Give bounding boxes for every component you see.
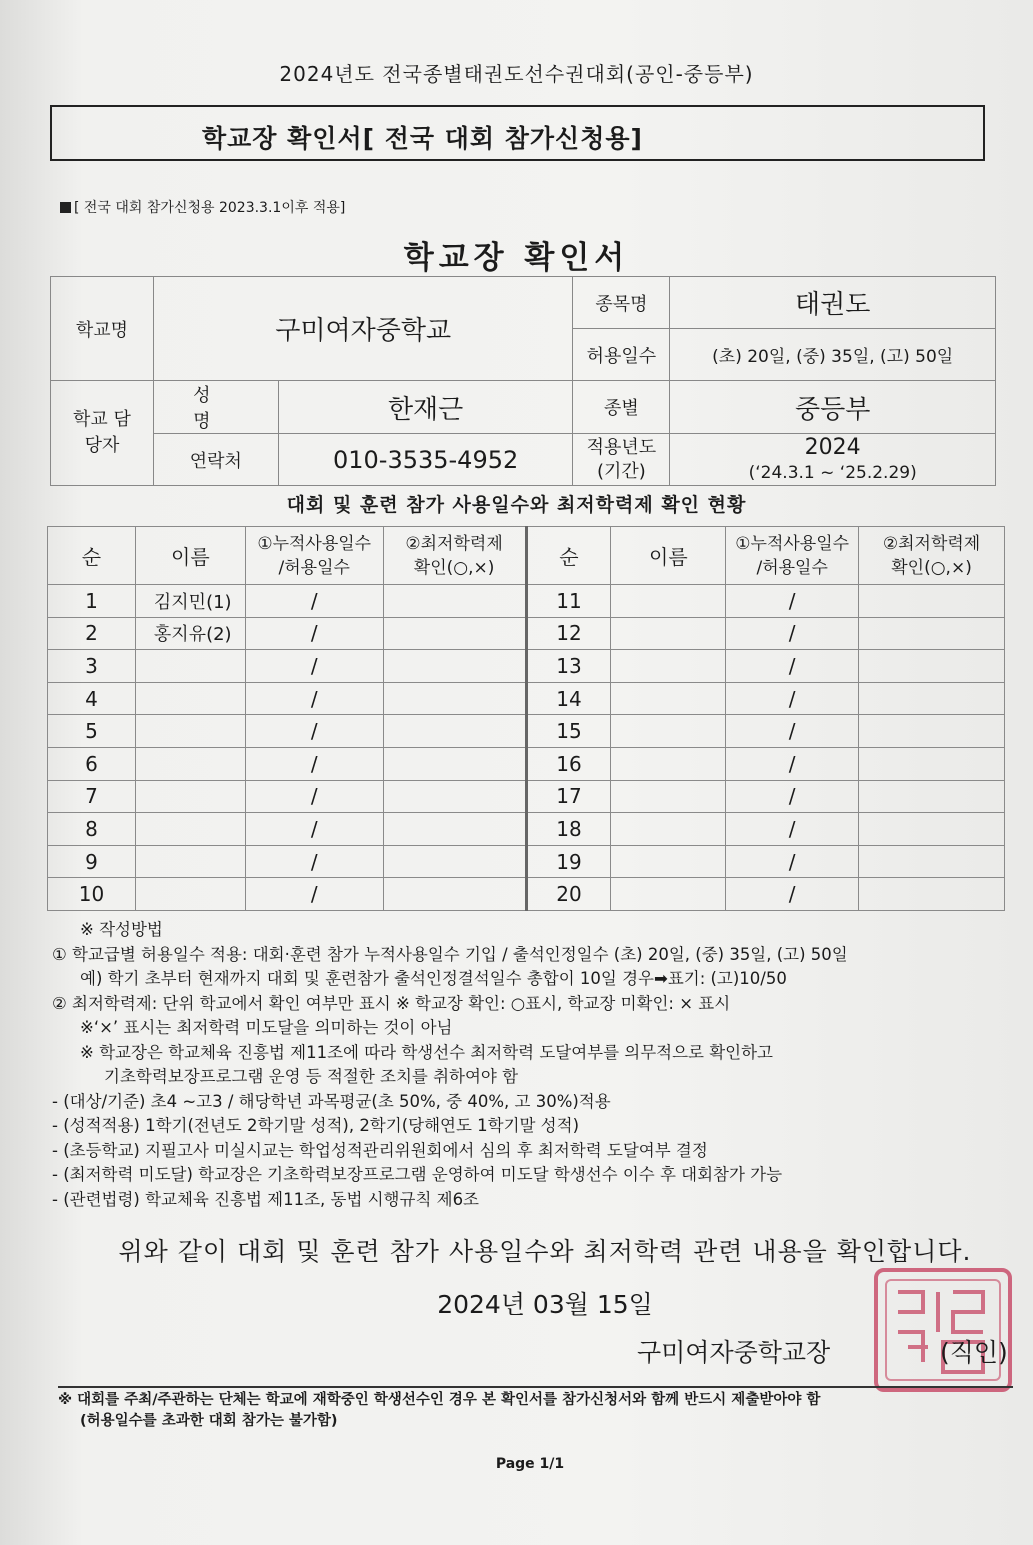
row-name [611, 813, 726, 846]
instruction-line: - (성적적용) 1학기(전년도 2학기말 성적), 2학기(당해연도 1학기말 성적) [52, 1116, 580, 1135]
row-min [383, 780, 526, 813]
row-name [135, 878, 245, 911]
footnote-line: (허용일수를 초과한 대회 참가는 불가함) [80, 1413, 338, 1429]
row-days: / [726, 682, 859, 715]
row-name [611, 715, 726, 748]
header-name-right: 이름 [611, 527, 726, 585]
row-min [859, 650, 1005, 683]
row-no: 1 [48, 585, 136, 618]
row-days: / [726, 617, 859, 650]
row-days: / [245, 813, 383, 846]
principal-name: 구미여자중학교장 [637, 1338, 831, 1367]
footnote [58, 1390, 1023, 1432]
instructions [52, 918, 1012, 1212]
applicability-note [60, 197, 345, 217]
event-header: 2024년도 전국종별태권도선수권대회(공인-중등부) [279, 62, 754, 86]
row-min [859, 845, 1005, 878]
row-min [383, 585, 526, 618]
row-name [611, 650, 726, 683]
instruction-line: ① 학교급별 허용일수 적용: 대회·훈련 참가 누적사용일수 기입 / 출석인정일수 (초) 20일, (중) 35일, (고) 50일 [52, 944, 848, 964]
header-no-right: 순 [526, 527, 611, 585]
row-min [859, 813, 1005, 846]
row-min [859, 878, 1005, 911]
row-no: 7 [48, 780, 136, 813]
header-min-right: ②최저학력제 확인(○,×) [859, 527, 1005, 585]
row-no: 20 [526, 878, 611, 911]
row-no: 8 [48, 813, 136, 846]
header-name-left: 이름 [135, 527, 245, 585]
contact-value: 010-3535-4952 [278, 434, 573, 486]
instructions-heading: ※ 작성방법 [80, 920, 163, 939]
row-days: / [726, 715, 859, 748]
row-no: 3 [48, 650, 136, 683]
row-name [611, 585, 726, 618]
row-days: / [245, 585, 383, 618]
row-days: / [726, 813, 859, 846]
official-seal-label: (직인) [940, 1338, 1008, 1367]
row-days: / [245, 682, 383, 715]
table-row [48, 682, 1005, 715]
school-name: 구미여자중학교 [153, 277, 573, 381]
division-label: 종별 [573, 381, 670, 434]
manager-name: 한재근 [278, 381, 573, 434]
contact-label: 연락처 [153, 434, 278, 486]
year-label: 적용년도 (기간) [573, 434, 670, 486]
table-row [48, 813, 1005, 846]
row-no: 14 [526, 682, 611, 715]
row-no: 6 [48, 747, 136, 780]
row-name [135, 813, 245, 846]
row-days: / [726, 780, 859, 813]
row-no: 2 [48, 617, 136, 650]
row-name [611, 878, 726, 911]
row-min [383, 747, 526, 780]
name-label: 성 명 [153, 381, 278, 434]
school-label: 학교명 [51, 277, 154, 381]
row-name [135, 650, 245, 683]
row-min [859, 780, 1005, 813]
header-no-left: 순 [48, 527, 136, 585]
row-no: 11 [526, 585, 611, 618]
table-row [48, 617, 1005, 650]
instruction-line: 기초학력보장프로그램 운영 등 적절한 조치를 취하여야 함 [104, 1067, 519, 1086]
sport-value: 태권도 [670, 277, 996, 329]
row-days: / [245, 715, 383, 748]
row-no: 13 [526, 650, 611, 683]
row-days: / [726, 845, 859, 878]
square-bullet-icon [60, 202, 71, 213]
roster-table [47, 526, 1005, 911]
row-no: 5 [48, 715, 136, 748]
row-name [135, 747, 245, 780]
row-min [383, 617, 526, 650]
title-box [50, 105, 985, 161]
row-days: / [726, 585, 859, 618]
row-min [383, 715, 526, 748]
row-min [383, 878, 526, 911]
row-no: 9 [48, 845, 136, 878]
instruction-line: ※‘×’ 표시는 최저학력 미도달을 의미하는 것이 아님 [80, 1018, 453, 1037]
manager-label: 학교 담당자 [51, 381, 154, 486]
row-days: / [245, 617, 383, 650]
document-title: 학교장 확인서 [403, 240, 630, 276]
allowed-days-label: 허용일수 [573, 329, 670, 381]
row-no: 19 [526, 845, 611, 878]
row-no: 12 [526, 617, 611, 650]
instruction-line: ② 최저학력제: 단위 학교에서 확인 여부만 표시 ※ 학교장 확인: ○표시, 학교장 미확인: × 표시 [52, 993, 731, 1013]
issue-date: 2024년 03월 15일 [437, 1290, 653, 1319]
page-number: Page 1/1 [495, 1456, 565, 1472]
row-min [383, 845, 526, 878]
row-no: 15 [526, 715, 611, 748]
row-name: 홍지유(2) [135, 617, 245, 650]
row-name [611, 780, 726, 813]
row-days: / [245, 747, 383, 780]
official-seal-icon [868, 1262, 1018, 1397]
instruction-line: - (관련법령) 학교체육 진흥법 제11조, 동법 시행규칙 제6조 [52, 1189, 479, 1209]
table-row [48, 747, 1005, 780]
row-no: 18 [526, 813, 611, 846]
table-row [48, 780, 1005, 813]
instruction-line: - (대상/기준) 초4 ~고3 / 해당학년 과목평균(초 50%, 중 40%, 고 30%)적용 [52, 1091, 611, 1111]
row-days: / [245, 878, 383, 911]
year-value: 2024 (‘24.3.1 ~ ‘25.2.29) [670, 434, 996, 486]
table-row [48, 878, 1005, 911]
row-days: / [726, 878, 859, 911]
table-row [48, 845, 1005, 878]
instruction-line: ※ 학교장은 학교체육 진흥법 제11조에 따라 학생선수 최저학력 도달여부를 의무적으로 확인하고 [80, 1042, 773, 1062]
row-name [135, 682, 245, 715]
row-name: 김지민(1) [135, 585, 245, 618]
row-min [383, 650, 526, 683]
row-no: 4 [48, 682, 136, 715]
roster-header-row [48, 527, 1005, 585]
row-no: 10 [48, 878, 136, 911]
allowed-days-value: (초) 20일, (중) 35일, (고) 50일 [670, 329, 996, 381]
applicability-note-text: [ 전국 대회 참가신청용 2023.3.1이후 적용] [74, 200, 346, 216]
row-min [859, 617, 1005, 650]
row-days: / [245, 780, 383, 813]
divider [58, 1386, 1013, 1388]
row-days: / [726, 747, 859, 780]
instruction-line: - (초등학교) 지필고사 미실시교는 학업성적관리위원회에서 심의 후 최저학력 도달여부 결정 [52, 1140, 708, 1160]
row-name [135, 715, 245, 748]
header-min-left: ②최저학력제 확인(○,×) [383, 527, 526, 585]
table-row [48, 585, 1005, 618]
row-name [611, 682, 726, 715]
table-row [48, 715, 1005, 748]
table-row [48, 650, 1005, 683]
row-min [383, 813, 526, 846]
row-days: / [726, 650, 859, 683]
row-name [611, 747, 726, 780]
header-days-left: ①누적사용일수 /허용일수 [245, 527, 383, 585]
instruction-line: 예) 학기 초부터 현재까지 대회 및 훈련참가 출석인정결석일수 총합이 10일 경우➡표기: (고)10/50 [80, 969, 787, 988]
row-no: 16 [526, 747, 611, 780]
row-name [135, 845, 245, 878]
row-min [859, 715, 1005, 748]
row-name [135, 780, 245, 813]
row-min [859, 747, 1005, 780]
confirmation-statement: 위와 같이 대회 및 훈련 참가 사용일수와 최저학력 관련 내용을 확인합니다. [118, 1237, 972, 1266]
row-days: / [245, 650, 383, 683]
sport-label: 종목명 [573, 277, 670, 329]
instruction-line: - (최저학력 미도달) 학교장은 기초학력보장프로그램 운영하여 미도달 학생선수 이수 후 대회참가 가능 [52, 1165, 783, 1184]
row-min [383, 682, 526, 715]
header-days-right: ①누적사용일수 /허용일수 [726, 527, 859, 585]
row-no: 17 [526, 780, 611, 813]
school-info-table [50, 276, 996, 486]
row-min [859, 585, 1005, 618]
row-days: / [245, 845, 383, 878]
title-box-text: 학교장 확인서[ 전국 대회 참가신청용] [202, 124, 643, 153]
roster-title: 대회 및 훈련 참가 사용일수와 최저학력제 확인 현황 [286, 494, 747, 516]
row-name [611, 617, 726, 650]
division-value: 중등부 [670, 381, 996, 434]
row-name [611, 845, 726, 878]
footnote-line: ※ 대회를 주최/주관하는 단체는 학교에 재학중인 학생선수인 경우 본 확인서를 참가신청서와 함께 반드시 제출받아야 함 [58, 1392, 821, 1408]
row-min [859, 682, 1005, 715]
